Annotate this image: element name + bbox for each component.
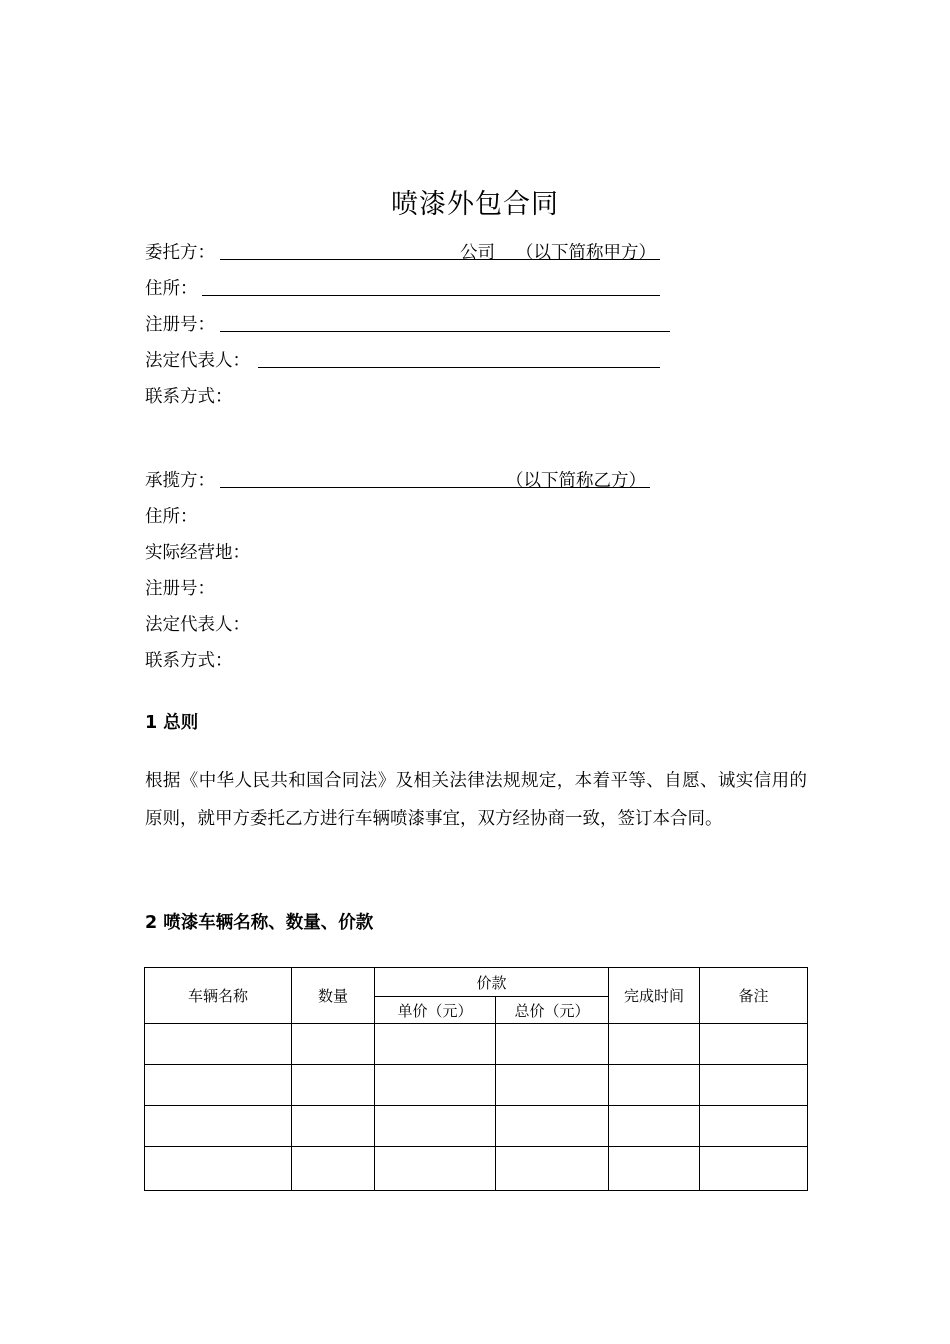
contractor-business-address-label: 实际经营地： (145, 543, 250, 563)
client-contact-label: 联系方式： (145, 387, 233, 407)
client-label: 委托方： (145, 243, 215, 263)
table-cell[interactable] (609, 1024, 700, 1065)
contractor-label: 承揽方： (145, 471, 215, 491)
table-cell[interactable] (145, 1106, 292, 1147)
table-cell[interactable] (292, 1024, 375, 1065)
table-cell[interactable] (375, 1065, 496, 1106)
section-1-body: 根据《中华人民共和国合同法》及相关法律法规规定，本着平等、自愿、诚实信用的原则，就甲方委托乙方进行车辆喷漆事宜，双方经协商一致，签订本合同。 (145, 771, 807, 829)
header-vehicle-name: 车辆名称 (145, 968, 292, 1024)
table-cell[interactable] (292, 1106, 375, 1147)
header-quantity: 数量 (292, 968, 375, 1024)
table-cell[interactable] (609, 1147, 700, 1191)
header-remarks: 备注 (700, 968, 808, 1024)
table-cell[interactable] (375, 1147, 496, 1191)
section-2-heading: 2 喷漆车辆名称、数量、价款 (145, 913, 374, 933)
contractor-legal-rep-label: 法定代表人： (145, 615, 250, 635)
header-price: 价款 (375, 968, 609, 997)
client-company-text: 公司 (460, 243, 495, 263)
table-cell[interactable] (145, 1024, 292, 1065)
client-legal-rep-underline[interactable] (258, 367, 660, 368)
table-cell[interactable] (700, 1024, 808, 1065)
document-title: 喷漆外包合同 (391, 189, 559, 220)
table-cell[interactable] (292, 1147, 375, 1191)
table-cell[interactable] (609, 1065, 700, 1106)
table-row (145, 1147, 808, 1191)
table-cell[interactable] (496, 1024, 609, 1065)
table-cell[interactable] (700, 1065, 808, 1106)
table-cell[interactable] (700, 1106, 808, 1147)
header-unit-price: 单价（元） (375, 997, 496, 1024)
table-cell[interactable] (145, 1147, 292, 1191)
contractor-contact-label: 联系方式： (145, 651, 233, 671)
client-reg-label: 注册号： (145, 315, 215, 335)
table-cell[interactable] (496, 1106, 609, 1147)
table-cell[interactable] (375, 1024, 496, 1065)
table-row (145, 1024, 808, 1065)
contractor-suffix-text: （以下简称乙方） (506, 471, 646, 491)
contractor-address-label: 住所： (145, 507, 198, 527)
header-total-price: 总价（元） (496, 997, 609, 1024)
header-completion-time: 完成时间 (609, 968, 700, 1024)
table-cell[interactable] (375, 1106, 496, 1147)
table-cell[interactable] (292, 1065, 375, 1106)
client-suffix-text: （以下简称甲方） (516, 243, 656, 263)
section-1-heading: 1 总则 (145, 713, 199, 733)
vehicle-price-table (144, 967, 808, 1191)
client-address-underline[interactable] (202, 295, 660, 296)
client-address-label: 住所： (145, 279, 198, 299)
client-reg-underline[interactable] (220, 331, 670, 332)
table-cell[interactable] (496, 1065, 609, 1106)
table-cell[interactable] (700, 1147, 808, 1191)
table-cell[interactable] (609, 1106, 700, 1147)
table-row (145, 1065, 808, 1106)
contractor-reg-label: 注册号： (145, 579, 215, 599)
table-header-row (145, 968, 808, 997)
table-row (145, 1106, 808, 1147)
table-cell[interactable] (496, 1147, 609, 1191)
table-cell[interactable] (145, 1065, 292, 1106)
client-legal-rep-label: 法定代表人： (145, 351, 250, 371)
